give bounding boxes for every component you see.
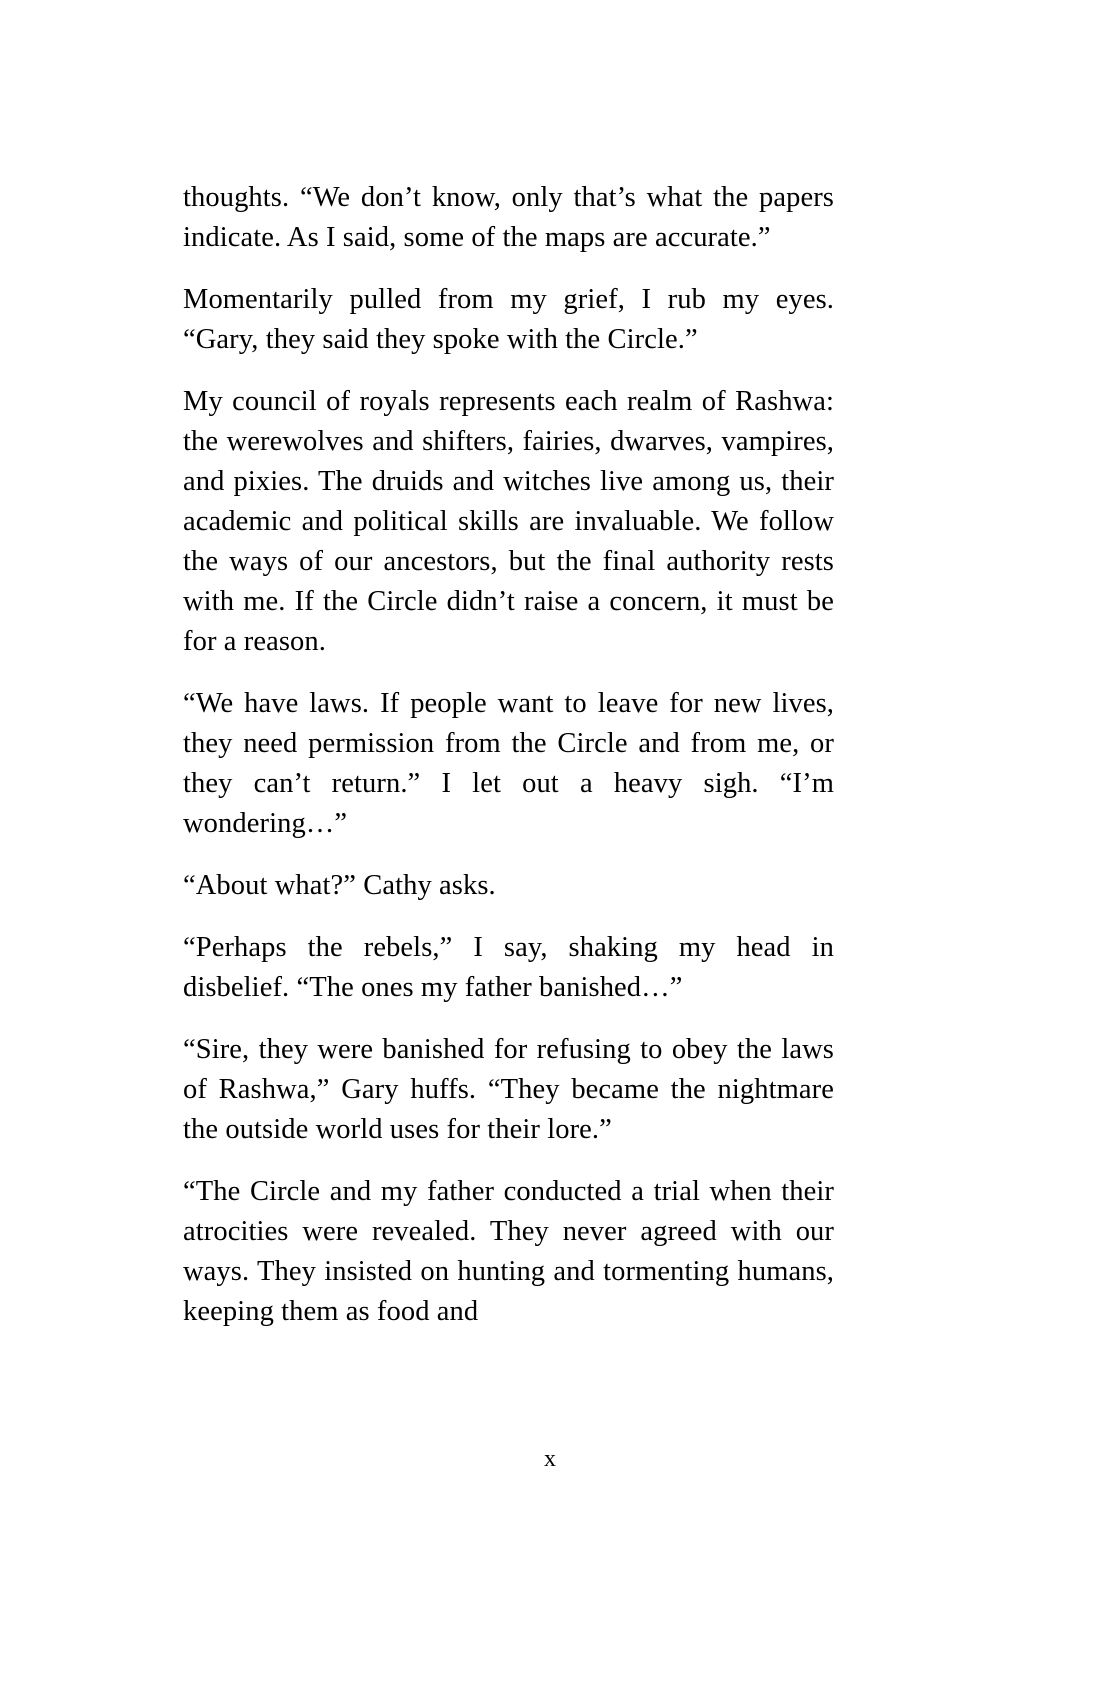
paragraph: “Perhaps the rebels,” I say, shaking my head in disbelief. “The ones my father banished…”: [183, 932, 834, 1003]
page-number: x: [544, 1446, 556, 1472]
paragraph: thoughts. “We don’t know, only that’s what the papers indicate. As I said, some of the maps are accurate.”: [183, 182, 834, 253]
paragraph: Momentarily pulled from my grief, I rub my eyes. “Gary, they said they spoke with the Circle.”: [183, 284, 834, 355]
paragraph: “The Circle and my father conducted a trial when their atrocities were revealed. They never agreed with our ways. They insisted on hunting and tormenting humans, keeping them as food and: [183, 1176, 834, 1327]
paragraph: “About what?” Cathy asks.: [183, 870, 496, 901]
paragraph: “We have laws. If people want to leave for new lives, they need permission from the Circle and from me, or they can’t return.” I let out a heavy sigh. “I’m wondering…”: [183, 688, 834, 839]
body-text-block: [183, 178, 834, 1332]
paragraph: My council of royals represents each realm of Rashwa: the werewolves and shifters, fairies, dwarves, vampires, and pixies. The druids and witches live among us, their academic and political skills are invaluable. We follow the ways of our ancestors, but the final authority rests with me. If the Circle didn’t raise a concern, it must be for a reason.: [183, 386, 834, 657]
paragraph: “Sire, they were banished for refusing to obey the laws of Rashwa,” Gary huffs. “They became the nightmare the outside world uses for their lore.”: [183, 1034, 834, 1145]
